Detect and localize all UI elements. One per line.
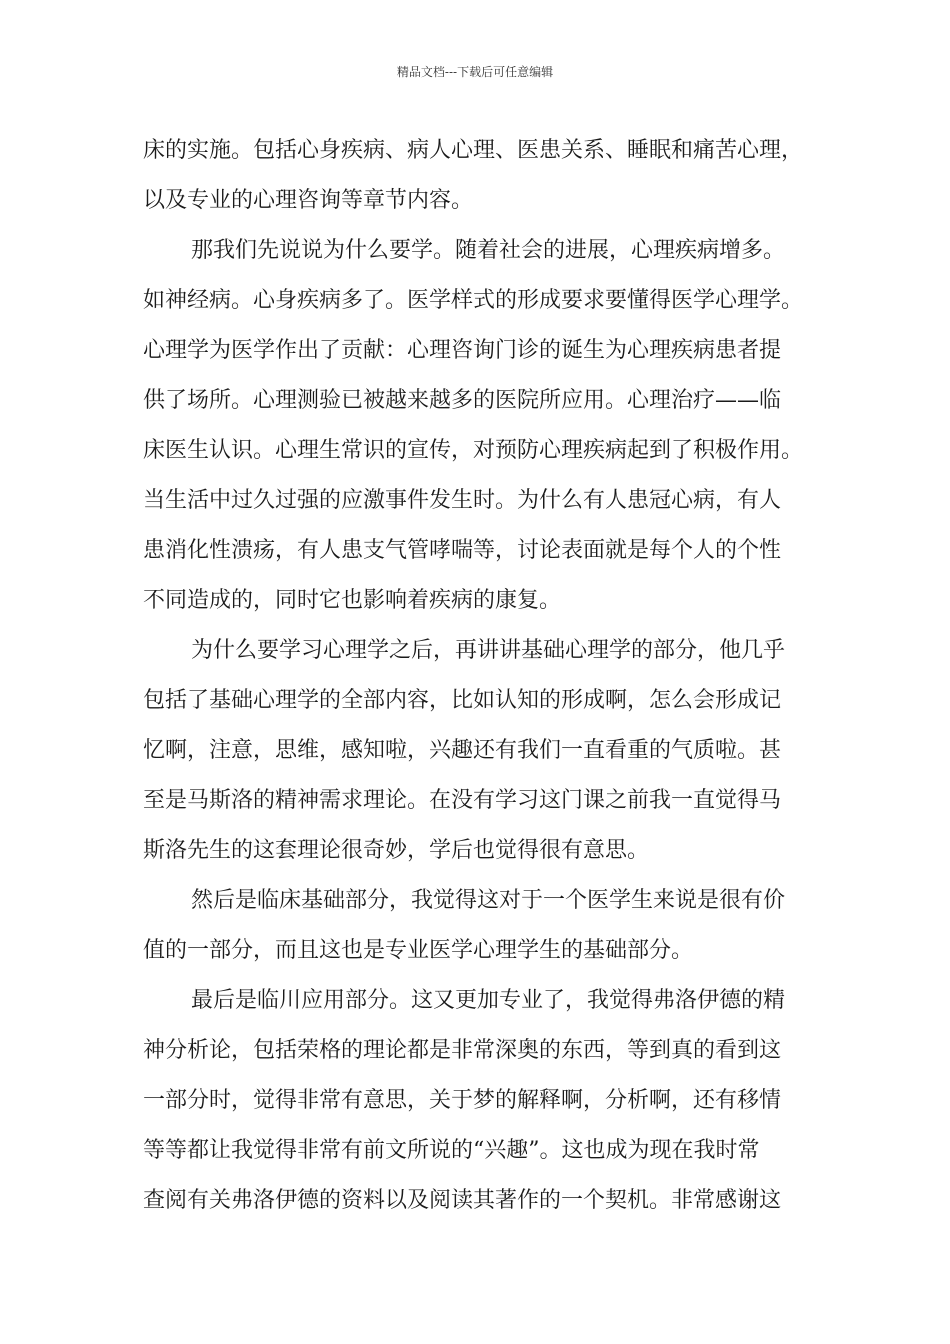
text-line: 一部分时，觉得非常有意思，关于梦的解释啊，分析啊，还有移情 [143, 1088, 782, 1113]
text-line: 患消化性溃疡，有人患支气管哮喘等，讨论表面就是每个人的个性 [143, 538, 782, 563]
text-line: 如神经病。心身疾病多了。医学样式的形成要求要懂得医学心理学。 [143, 288, 804, 313]
text-line: 最后是临川应用部分。这又更加专业了，我觉得弗洛伊德的精 [191, 988, 786, 1013]
body-text [143, 126, 827, 1226]
text-line: 不同造成的，同时它也影响着疾病的康复。 [143, 588, 562, 613]
text-line: 值的一部分，而且这也是专业医学心理学生的基础部分。 [143, 938, 694, 963]
text-line: 当生活中过久过强的应激事件发生时。为什么有人患冠心病，有人 [143, 488, 782, 513]
text-line: 等等都让我觉得非常有前文所说的“兴趣”。这也成为现在我时常 [143, 1138, 760, 1163]
text-line: 床的实施。包括心身疾病、病人心理、医患关系、睡眠和痛苦心理， [143, 138, 804, 163]
text-line: 包括了基础心理学的全部内容，比如认知的形成啊，怎么会形成记 [143, 688, 782, 713]
text-line: 心理学为医学作出了贡献：心理咨询门诊的诞生为心理疾病患者提 [143, 338, 782, 363]
text-line: 床医生认识。心理生常识的宣传，对预防心理疾病起到了积极作用。 [143, 438, 804, 463]
text-line: 斯洛先生的这套理论很奇妙，学后也觉得很有意思。 [143, 838, 650, 863]
text-line: 忆啊，注意，思维，感知啦，兴趣还有我们一直看重的气质啦。甚 [143, 738, 782, 763]
text-line: 以及专业的心理咨询等章节内容。 [143, 188, 474, 213]
text-line: 神分析论，包括荣格的理论都是非常深奥的东西，等到真的看到这 [143, 1038, 782, 1063]
text-line: 供了场所。心理测验已被越来越多的医院所应用。心理治疗——临 [143, 388, 782, 413]
text-line: 至是马斯洛的精神需求理论。在没有学习这门课之前我一直觉得马 [143, 788, 782, 813]
text-line: 然后是临床基础部分，我觉得这对于一个医学生来说是很有价 [191, 888, 786, 913]
text-line: 为什么要学习心理学之后，再讲讲基础心理学的部分，他几乎 [191, 638, 786, 663]
text-line: 查阅有关弗洛伊德的资料以及阅读其著作的一个契机。非常感谢这 [143, 1188, 782, 1213]
text-line: 那我们先说说为什么要学。随着社会的进展，心理疾病增多。 [191, 238, 786, 263]
page-header: 精品文档---下载后可任意编辑 [396, 65, 554, 79]
